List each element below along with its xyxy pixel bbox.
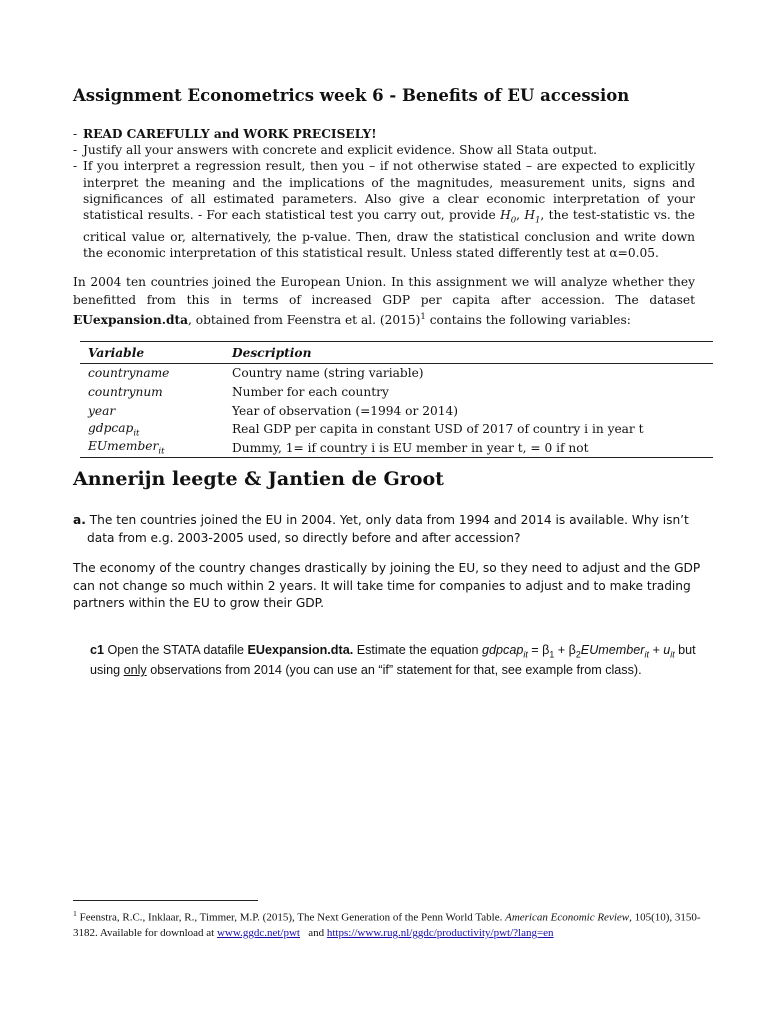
assignment-title: Assignment Econometrics week 6 - Benefits of EU accession bbox=[73, 86, 630, 105]
variable-name: year bbox=[88, 403, 116, 418]
footnote-reference: 1 bbox=[420, 312, 426, 322]
footnote-number: 1 bbox=[73, 909, 77, 918]
instruction-item: - If you interpret a regression result, then you – if not otherwise stated – are expected to explicitly interpret the meaning and the implications of the magnitudes, measurement units, signs and significances of all estimated parameters. Also give a clear economic interpretation of your statistical results. - For each statistical test you carry out, provide $H_0$, $H_1$, the test-statistic vs. the critical value or, alternatively, the p-value. Then, draw the statistical conclusion and write down the economic interpretation of this statistical result. Unless stated differently test at α=0.05. bbox=[73, 159, 695, 260]
question-c1: c1 Open the STATA datafile EUexpansion.dta. Estimate the equation gdpcap$_{it}$ = $\beta_1$ + $\beta_2EUmember_{it} + u_{it}$ but using only observations from 2014 (you can use an “if” statement for that, see example from class). bbox=[90, 643, 696, 678]
table-row bbox=[80, 383, 713, 402]
author-names-heading: Annerijn leegte & Jantien de Groot bbox=[73, 468, 444, 490]
rug-pwt-link[interactable]: https://www.rug.nl/ggdc/productivity/pwt/?lang=en bbox=[326, 926, 554, 939]
variable-description: Dummy, 1= if country i is EU member in year t, = 0 if not bbox=[224, 439, 713, 458]
question-label: a. bbox=[73, 513, 86, 527]
table-row bbox=[80, 420, 713, 439]
variable-name: gdpcap$_{it}$ bbox=[88, 420, 140, 439]
variable-name: EUmember$_{it}$ bbox=[80, 439, 224, 458]
table-row bbox=[80, 401, 713, 420]
variable-name: countrynum bbox=[88, 385, 163, 400]
instructions-list bbox=[73, 126, 695, 261]
instruction-item: - READ CAREFULLY and WORK PRECISELY! bbox=[73, 127, 377, 141]
variable-name: countryname bbox=[88, 366, 170, 381]
variable-description: Real GDP per capita in constant USD of 2017 of country i in year t bbox=[232, 422, 644, 437]
journal-name: American Economic Review bbox=[505, 911, 630, 924]
column-header-variable: Variable bbox=[80, 342, 224, 364]
datafile-name: EUexpansion.dta. bbox=[247, 643, 354, 657]
variable-description: Country name (string variable) bbox=[232, 366, 424, 381]
table-header-row bbox=[80, 342, 713, 364]
question-a: a. The ten countries joined the EU in 2004. Yet, only data from 1994 and 2014 is available. Why isn’t data from e.g. 2003-2005 used, so directly before and after accession? bbox=[73, 513, 689, 545]
variable-description: Number for each country bbox=[232, 385, 389, 400]
intro-paragraph: In 2004 ten countries joined the European Union. In this assignment we will analyze whether they benefitted from this in terms of increased GDP per capita after accession. The dataset EUexpansion.dta, obtained from Feenstra et al. $(2015)^1$ contains the following variables: bbox=[73, 275, 695, 328]
ggdc-pwt-link[interactable]: www.ggdc.net/pwt bbox=[216, 926, 300, 939]
variable-description: Year of observation (=1994 or 2014) bbox=[232, 403, 458, 418]
column-header-description: Description bbox=[224, 342, 713, 364]
dataset-name: EUexpansion.dta bbox=[73, 313, 188, 328]
regression-equation: gdpcap$_{it}$ = $\beta_1$ + $\beta_2EUmember_{it} + u_{it}$ bbox=[482, 643, 675, 660]
instruction-item: - Justify all your answers with concrete and explicit evidence. Show all Stata output. bbox=[73, 143, 597, 158]
table-row bbox=[80, 364, 713, 383]
variables-table bbox=[80, 341, 713, 458]
footnote: $^1$ Feenstra, R.C., Inklaar, R., Timmer, M.P. (2015), The Next Generation of the Penn World Table. American Economic Review, 105(10), 3150-3182. Available for download at www.ggdc.net/pwt and https://www.rug.nl/ggdc/productivity/pwt/?lang=en bbox=[73, 909, 701, 939]
answer-a: The economy of the country changes drastically by joining the EU, so they need to adjust and the GDP can not change so much within 2 years. It will take time for companies to adjust and to make trading partners within the EU to grow their GDP. bbox=[73, 561, 701, 610]
table-row bbox=[80, 439, 713, 458]
question-label: c1 bbox=[90, 643, 105, 657]
footnote-divider bbox=[73, 900, 258, 901]
